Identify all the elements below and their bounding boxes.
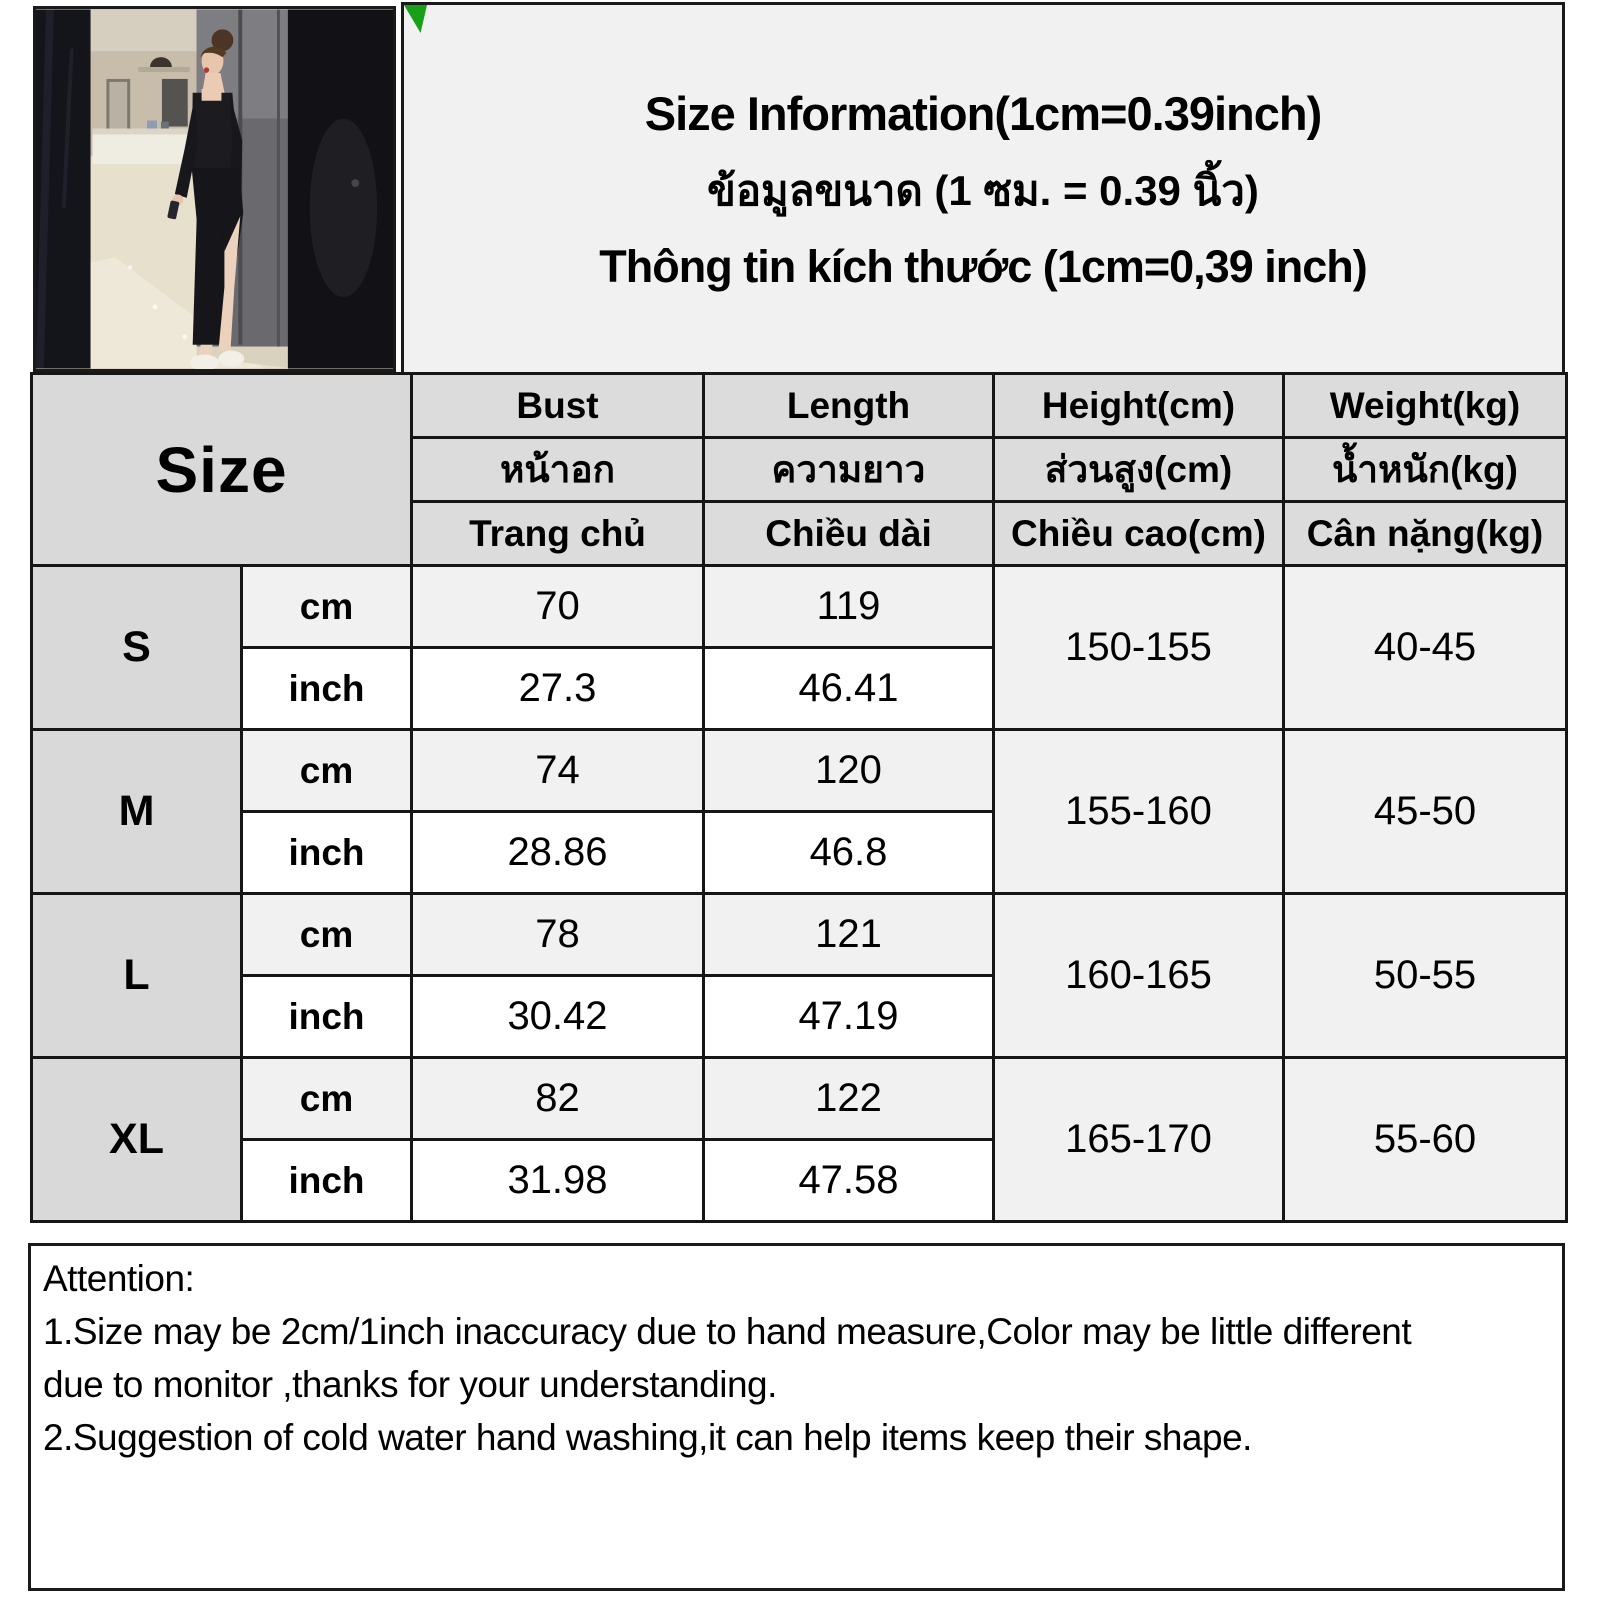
unit-inch: inch <box>242 812 412 894</box>
unit-cm: cm <box>242 730 412 812</box>
green-corner-icon <box>404 5 427 33</box>
height-range: 160-165 <box>994 894 1284 1058</box>
col-height-en: Height(cm) <box>994 374 1284 438</box>
bust-inch-value: 27.3 <box>412 648 704 730</box>
bust-cm-value: 82 <box>412 1058 704 1140</box>
size-m-label: M <box>32 730 242 894</box>
height-range: 155-160 <box>994 730 1284 894</box>
model-photo-illustration <box>36 9 393 369</box>
unit-cm: cm <box>242 1058 412 1140</box>
table-row <box>32 730 1567 812</box>
product-photo <box>33 6 396 372</box>
length-inch-value: 47.58 <box>704 1140 994 1222</box>
title-thai: ข้อมูลขนาด (1 ซม. = 0.39 นิ้ว) <box>707 166 1259 214</box>
bust-cm-value: 70 <box>412 566 704 648</box>
bust-cm-value: 78 <box>412 894 704 976</box>
title-vietnamese: Thông tin kích thước (1cm=0,39 inch) <box>599 240 1367 292</box>
col-weight-th: น้ำหนัก(kg) <box>1284 438 1567 502</box>
col-weight-vi: Cân nặng(kg) <box>1284 502 1567 566</box>
col-height-vi: Chiều cao(cm) <box>994 502 1284 566</box>
col-height-th: ส่วนสูง(cm) <box>994 438 1284 502</box>
col-bust-th: หน้าอก <box>412 438 704 502</box>
title-panel <box>401 2 1565 376</box>
unit-inch: inch <box>242 1140 412 1222</box>
height-range: 165-170 <box>994 1058 1284 1222</box>
length-cm-value: 122 <box>704 1058 994 1140</box>
length-cm-value: 121 <box>704 894 994 976</box>
table-row <box>32 566 1567 648</box>
size-l-label: L <box>32 894 242 1058</box>
length-cm-value: 120 <box>704 730 994 812</box>
attention-box <box>28 1243 1565 1591</box>
size-xl-label: XL <box>32 1058 242 1222</box>
unit-inch: inch <box>242 648 412 730</box>
size-header-cell: Size <box>32 374 412 566</box>
col-bust-vi: Trang chủ <box>412 502 704 566</box>
table-row <box>32 894 1567 976</box>
weight-range: 50-55 <box>1284 894 1567 1058</box>
unit-cm: cm <box>242 894 412 976</box>
header-row-en <box>32 374 1567 438</box>
bust-inch-value: 30.42 <box>412 976 704 1058</box>
unit-inch: inch <box>242 976 412 1058</box>
weight-range: 40-45 <box>1284 566 1567 730</box>
bust-cm-value: 74 <box>412 730 704 812</box>
length-inch-value: 47.19 <box>704 976 994 1058</box>
attention-line-2: 2.Suggestion of cold water hand washing,it can help items keep their shape. <box>43 1417 1252 1458</box>
bust-inch-value: 31.98 <box>412 1140 704 1222</box>
title-english: Size Information(1cm=0.39inch) <box>644 86 1322 140</box>
size-table <box>30 372 1568 1223</box>
length-inch-value: 46.8 <box>704 812 994 894</box>
unit-cm: cm <box>242 566 412 648</box>
size-s-label: S <box>32 566 242 730</box>
col-length-th: ความยาว <box>704 438 994 502</box>
weight-range: 55-60 <box>1284 1058 1567 1222</box>
attention-heading: Attention: <box>43 1258 195 1299</box>
table-row <box>32 1058 1567 1140</box>
col-bust-en: Bust <box>412 374 704 438</box>
length-cm-value: 119 <box>704 566 994 648</box>
attention-line-1b: due to monitor ,thanks for your understanding. <box>43 1364 777 1405</box>
height-range: 150-155 <box>994 566 1284 730</box>
col-weight-en: Weight(kg) <box>1284 374 1567 438</box>
attention-line-1a: 1.Size may be 2cm/1inch inaccuracy due to hand measure,Color may be little different <box>43 1311 1412 1352</box>
length-inch-value: 46.41 <box>704 648 994 730</box>
col-length-vi: Chiều dài <box>704 502 994 566</box>
bust-inch-value: 28.86 <box>412 812 704 894</box>
weight-range: 45-50 <box>1284 730 1567 894</box>
col-length-en: Length <box>704 374 994 438</box>
